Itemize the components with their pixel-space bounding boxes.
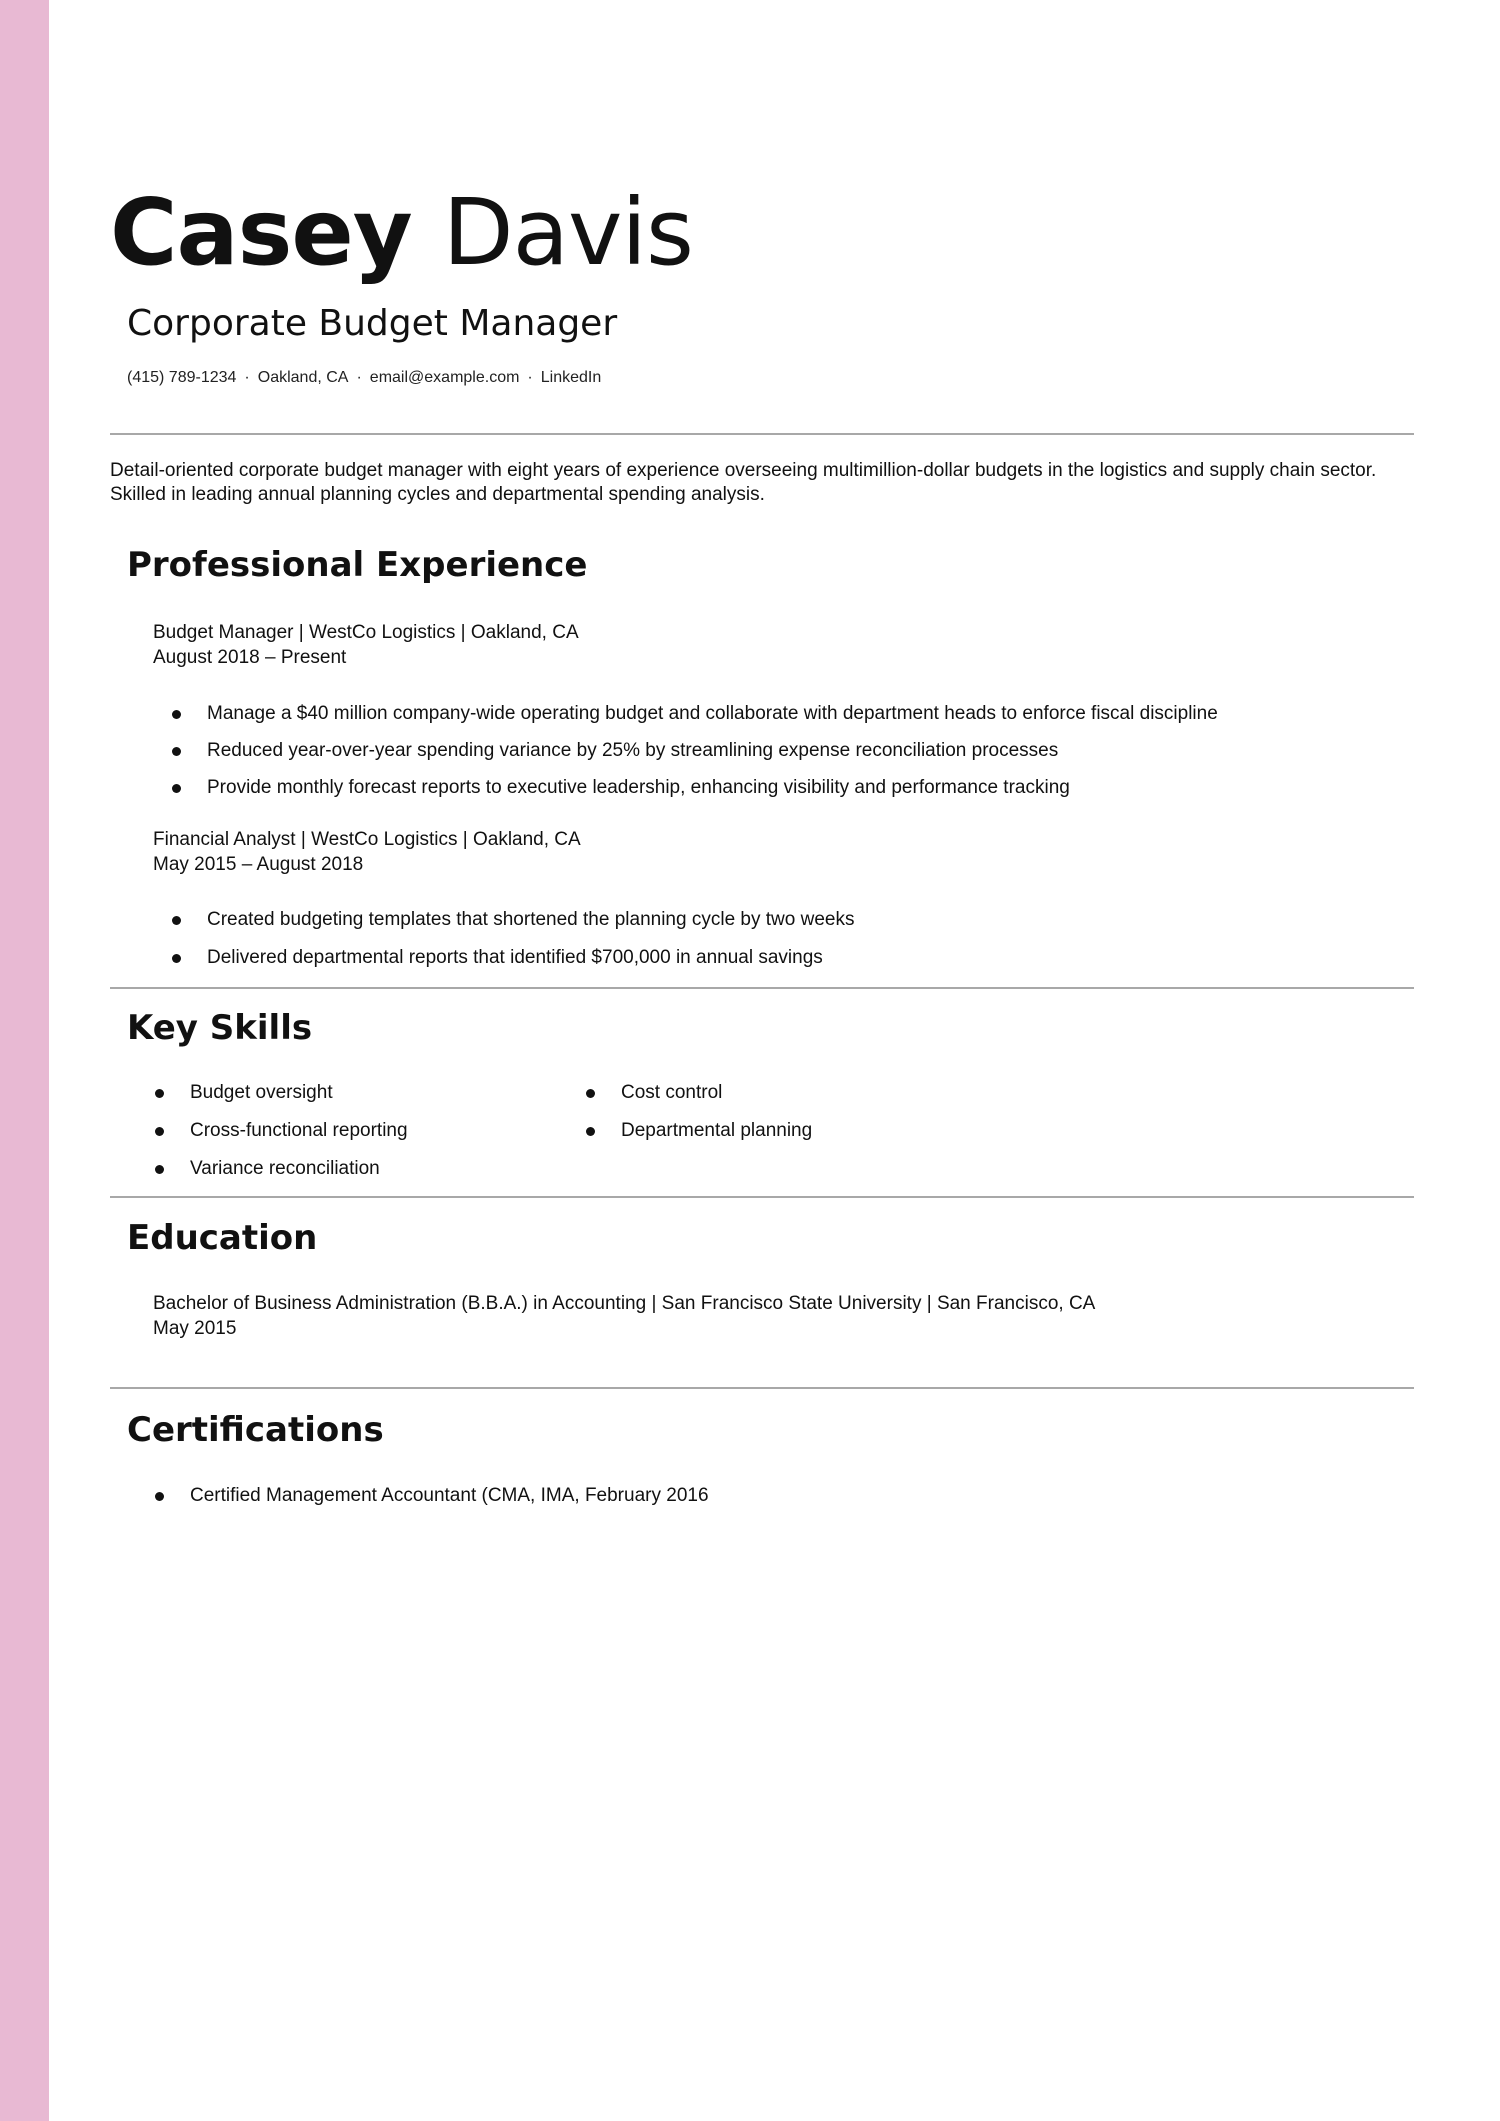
list-item: Manage a $40 million company-wide operating budget and collaborate with department heads to enforce fiscal discipline — [207, 703, 1218, 724]
last-name: Davis — [442, 179, 693, 286]
certification-item: Certified Management Accountant (CMA, IMA, February 2016 — [190, 1485, 709, 1506]
job-dates: August 2018 – Present — [153, 647, 347, 668]
skill-item: Budget oversight — [190, 1082, 333, 1103]
list-item: Created budgeting templates that shortened the planning cycle by two weeks — [207, 909, 855, 930]
section-heading-skills: Key Skills — [127, 1008, 313, 1048]
contact-location: Oakland, CA — [257, 369, 349, 386]
education-degree-line: Bachelor of Business Administration (B.B.A.) in Accounting | San Francisco State University | San Francisco, CA — [153, 1293, 1096, 1314]
divider — [110, 987, 1414, 989]
job-role-line: Financial Analyst | WestCo Logistics | Oakland, CA — [153, 829, 581, 850]
professional-summary: Detail-oriented corporate budget manager with eight years of experience overseeing multimillion-dollar budgets in the logistics and supply chain sector. Skilled in leading annual planning cycles and departmental spending analysis. — [110, 460, 1377, 505]
contact-phone: (415) 789-1234 — [127, 369, 237, 386]
divider — [110, 1387, 1414, 1389]
list-item: Delivered departmental reports that identified $700,000 in annual savings — [207, 947, 823, 968]
list-item: Reduced year-over-year spending variance by 25% by streamlining expense reconciliation processes — [207, 740, 1059, 761]
skill-item: Variance reconciliation — [190, 1158, 380, 1179]
skill-item: Departmental planning — [621, 1120, 813, 1141]
education-date: May 2015 — [153, 1318, 237, 1339]
job-role-line: Budget Manager | WestCo Logistics | Oakland, CA — [153, 622, 579, 643]
section-heading-education: Education — [127, 1218, 318, 1258]
first-name: Casey — [110, 179, 412, 286]
skill-item: Cross-functional reporting — [190, 1120, 408, 1141]
contact-line — [127, 367, 601, 389]
contact-email[interactable]: email@example.com — [369, 369, 520, 386]
skill-item: Cost control — [621, 1082, 723, 1103]
list-item: Provide monthly forecast reports to executive leadership, enhancing visibility and performance tracking — [207, 777, 1070, 798]
section-heading-certifications: Certifications — [127, 1410, 384, 1450]
job-dates: May 2015 – August 2018 — [153, 854, 364, 875]
job-title: Corporate Budget Manager — [127, 303, 618, 344]
candidate-name — [110, 178, 693, 288]
contact-separator: · — [527, 369, 533, 386]
divider — [110, 433, 1414, 435]
accent-sidebar — [0, 0, 49, 2121]
divider — [110, 1196, 1414, 1198]
section-heading-experience: Professional Experience — [127, 545, 588, 585]
contact-separator: · — [244, 369, 250, 386]
contact-linkedin[interactable]: LinkedIn — [540, 369, 602, 386]
contact-separator: · — [356, 369, 362, 386]
